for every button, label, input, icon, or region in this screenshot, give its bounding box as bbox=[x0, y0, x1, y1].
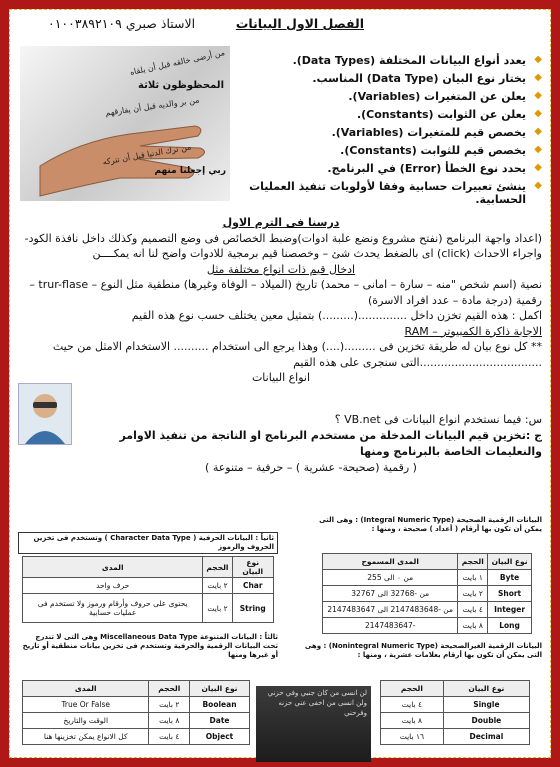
table-cell: Object bbox=[190, 729, 250, 745]
quote-text: لن انسى من كان جنبي وفي حزني ولن انسى من اخفى عني حزنه وفرحني bbox=[267, 689, 367, 717]
table-row bbox=[23, 578, 274, 594]
character-types-table bbox=[22, 556, 274, 623]
table-header: الحجم bbox=[149, 681, 190, 697]
table-cell: Char bbox=[232, 578, 273, 594]
misc-types-table bbox=[22, 680, 250, 745]
objective-item: ◆ يخصص قيم للثوابت (Constants). bbox=[230, 144, 542, 157]
paragraph-storage: ** كل نوع بيان له طريقة تخزين فى .........(....) وهذا يرجع الى استخدام .......... الاستخدام الامثل من حيث ...................................التى سنجرى على هذه القيم bbox=[52, 340, 542, 369]
table-row bbox=[381, 729, 530, 745]
nonintegral-table-title: البيانات الرقمية الغيرالصحيحة (Nonintegral Numeric Type) : وهى التى يمكن أن تكون بها أرقام بعلامات عشرية ، ومنها : bbox=[304, 642, 542, 659]
table-cell: ٨ بايت bbox=[458, 618, 488, 634]
photo-line1: من أرضى خالقه قبل أن يلقاه bbox=[129, 48, 226, 77]
table-row bbox=[23, 697, 250, 713]
nonintegral-types-table bbox=[380, 680, 530, 745]
table-cell: ٤ بايت bbox=[149, 729, 190, 745]
table-cell: Byte bbox=[488, 570, 532, 586]
table-header: المدى bbox=[23, 681, 149, 697]
table-cell: ٢ بايت bbox=[203, 578, 232, 594]
table-cell: Long bbox=[488, 618, 532, 634]
table-row bbox=[381, 697, 530, 713]
table-row bbox=[323, 602, 532, 618]
table-header: نوع البيان bbox=[443, 681, 529, 697]
table-header: الحجم bbox=[203, 557, 232, 578]
types-summary: ( رقمية (صحيحة- عشرية ) – حرفية – متنوعة ) bbox=[205, 461, 417, 474]
table-cell: من -2147483648 الى 2147483647 bbox=[323, 602, 458, 618]
table-cell: من ٠ الى 255 bbox=[323, 570, 458, 586]
table-cell: ٢ بايت bbox=[458, 586, 488, 602]
table-cell: الوقت والتاريخ bbox=[23, 713, 149, 729]
integer-types-table bbox=[322, 553, 532, 634]
table-row bbox=[323, 586, 532, 602]
objective-item: ◆ يعدد أنواع البيانات المختلفة (Data Types). bbox=[230, 54, 542, 67]
table-cell: ٤ بايت bbox=[458, 602, 488, 618]
integer-table-title: البيانات الرقمية الصحيحة (Integral Numeric Type) : وهى التى يمكن أن تكون بها أرقام ( أعداد ) صحيحة ، ومنها : bbox=[319, 516, 542, 533]
objective-item: ◆ يخصص قيم للمتغيرات (Variables). bbox=[230, 126, 542, 139]
objective-item: ◆ يعلن عن المتغيرات (Variables). bbox=[230, 90, 542, 103]
table-cell: Integer bbox=[488, 602, 532, 618]
table-header: نوع البيان bbox=[190, 681, 250, 697]
table-cell: من -32768 الى 32767 bbox=[323, 586, 458, 602]
question-text: س: فيما نستخدم انواع البيانات فى VB.net ؟ bbox=[334, 413, 542, 426]
misc-table-title: ثالثاً : البيانات المتنوعة Miscellaneous Data Type وهى التى لا تندرج تحت البيانات الرقمية والحرفية وتستخدم فى تخزين بيانات منطقية أو تاريخ أو غيرها ومنها bbox=[22, 633, 278, 659]
table-cell: كل الانواع يمكن تخزينها هنا bbox=[23, 729, 149, 745]
table-cell: Short bbox=[488, 586, 532, 602]
objectives-list bbox=[230, 54, 542, 211]
table-cell: ٢ بايت bbox=[203, 594, 232, 623]
question-answer bbox=[80, 412, 542, 476]
objective-item: ◆ ينشئ تعبيرات حسابية وفقا لأولويات تنفيذ العمليات الحسابية. bbox=[230, 180, 542, 206]
table-header: نوع البيان bbox=[232, 557, 273, 578]
table-cell: حرف واحد bbox=[23, 578, 203, 594]
table-cell: Single bbox=[443, 697, 529, 713]
table-row bbox=[323, 570, 532, 586]
paragraph-examples: نصية (اسم شخص "منه – سارة – امانى – محمد) تاريخ (الميلاد – الوفاة وغيرها) منطقية مثل النوع – trur-flase –رقمية (درجة مادة – عدد افراد الاسرة) bbox=[29, 278, 542, 307]
table-row bbox=[23, 713, 250, 729]
table-cell: ٨ بايت bbox=[381, 713, 444, 729]
table-header: المدى المسموح bbox=[323, 554, 458, 570]
photo-line4: ربي إجعلنا منهم bbox=[154, 166, 226, 176]
objective-item: ◆ يحدد نوع الخطأ (Error) في البرنامج. bbox=[230, 162, 542, 175]
person-icon bbox=[19, 384, 71, 444]
quote-image bbox=[256, 686, 371, 762]
chapter-title: الفصل الاول البيانات bbox=[235, 16, 364, 31]
table-cell: ٨ بايت bbox=[149, 713, 190, 729]
answer-text: ج :تخزين قيم البيانات المدخلة من مستخدم البرنامج او الناتجة من تنفيذ الاوامر والنعليمات الخاصة بالبرنامج ومنها bbox=[119, 429, 542, 458]
table-cell: ١ بايت bbox=[458, 570, 488, 586]
character-table-title: ثانياً : البيانات الحرفية ( Character Data Type ) وتستخدم فى تخزين الحروف والرموز bbox=[18, 532, 278, 554]
table-cell: Boolean bbox=[190, 697, 250, 713]
objective-item: ◆ يختار نوع البيان (Data Type) المناسب. bbox=[230, 72, 542, 85]
table-header: الحجم bbox=[458, 554, 488, 570]
photo-title: المحظوظون ثلاثة bbox=[138, 80, 224, 91]
paragraph-complete: اكمل : هذه القيم تخزن داخل ..............(.........) بتمثيل معين يختلف حسب نوع هذه القيم bbox=[131, 309, 542, 322]
table-header: نوع البيان bbox=[488, 554, 532, 570]
table-cell: Decimal bbox=[443, 729, 529, 745]
lesson-body bbox=[20, 215, 542, 386]
hand-illustration bbox=[20, 46, 230, 201]
table-header: الحجم bbox=[381, 681, 444, 697]
heading-first-term: درسنا فى الترم الاول bbox=[222, 216, 340, 229]
paragraph-intro: (اعداد واجهة البرنامج (نفتح مشروع ونضع علبة ادوات)وضبط الخصائص فى وضع التصميم وكذلك داخل نافذة الكود- واجراء الاحداث (click) اى بالضغط يحدث شئ – وخصصنا قيم برمجية للادوات واضح لنا انه يمكــــن bbox=[24, 231, 542, 260]
table-row bbox=[23, 729, 250, 745]
table-cell: ٤ بايت bbox=[381, 697, 444, 713]
table-cell: String bbox=[232, 594, 273, 623]
page-header bbox=[20, 16, 540, 38]
teacher-avatar bbox=[18, 383, 72, 445]
heading-data-types: انواع البيانات bbox=[251, 371, 311, 384]
table-cell: Double bbox=[443, 713, 529, 729]
paragraph-answer: الاجابة ذاكرة الكمبيوتر – RAM bbox=[404, 324, 542, 338]
table-row bbox=[323, 618, 532, 634]
table-cell: يحتوى على حروف وأرقام ورموز ولا تستخدم فى عمليات حسابية bbox=[23, 594, 203, 623]
teacher-name: الاستاذ صبري ٠١٠٠٣٨٩٢١٠٩ bbox=[48, 16, 196, 31]
table-cell: ٢ بايت bbox=[149, 697, 190, 713]
table-cell: Date bbox=[190, 713, 250, 729]
objective-item: ◆ يعلن عن الثوابت (Constants). bbox=[230, 108, 542, 121]
table-row bbox=[23, 594, 274, 623]
table-cell: True Or False bbox=[23, 697, 149, 713]
photo-line2: من بر والديه قبل أن يفارقهم bbox=[105, 95, 201, 118]
table-header: المدى bbox=[23, 557, 203, 578]
table-row bbox=[381, 713, 530, 729]
photo-line3: من ترك الدنيا قبل أن تتركه bbox=[102, 142, 193, 167]
motivational-photo bbox=[20, 46, 230, 201]
table-cell: ١٦ بايت bbox=[381, 729, 444, 745]
heading-data-entry: ادخال قيم ذات انواع مختلفة مثل bbox=[206, 262, 356, 276]
table-cell: -2147483647 bbox=[323, 618, 458, 634]
